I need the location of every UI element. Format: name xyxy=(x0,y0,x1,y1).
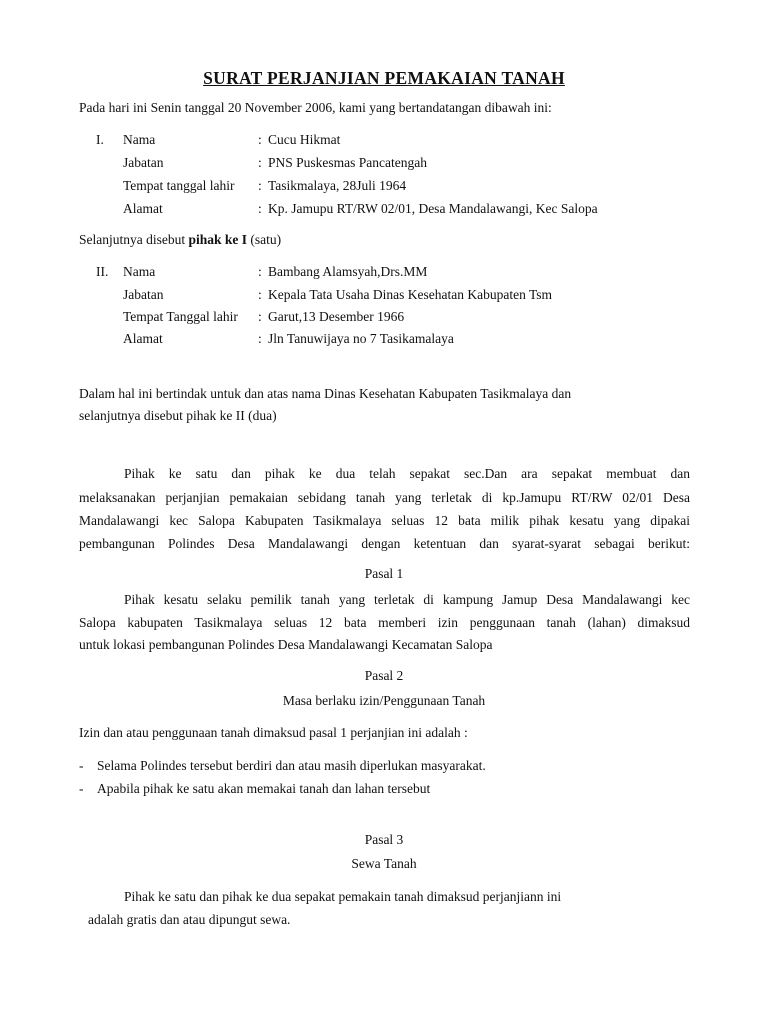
pasal-3-line-1: Pihak ke satu dan pihak ke dua sepakat pemakain tanah dimaksud perjanjiann ini xyxy=(124,889,562,904)
representation-line-1: Dalam hal ini bertindak untuk dan atas nama Dinas Kesehatan Kabupaten Tasikmalaya dan xyxy=(79,386,572,401)
representation-line-2: selanjutnya disebut pihak ke II (dua) xyxy=(79,408,277,423)
pasal-2-subheading: Masa berlaku izin/Penggunaan Tanah xyxy=(282,693,486,708)
field-label: Jabatan xyxy=(123,287,164,302)
agreement-line-3: Mandalawangi kec Salopa Kabupaten Tasikmalaya seluas 12 bata milik pihak kesatu yang dipakai xyxy=(79,513,690,528)
field-colon: : xyxy=(258,132,262,147)
pasal-3-subheading: Sewa Tanah xyxy=(351,856,417,871)
party-1-number: I. xyxy=(96,132,104,147)
bullet-dash: - xyxy=(79,758,84,773)
field-value: Jln Tanuwijaya no 7 Tasikamalaya xyxy=(268,331,454,346)
field-value: Cucu Hikmat xyxy=(268,132,341,147)
party-2-number: II. xyxy=(96,264,109,279)
field-label: Tempat Tanggal lahir xyxy=(123,309,238,324)
field-value: PNS Puskesmas Pancatengah xyxy=(268,155,427,170)
agreement-line-1: Pihak ke satu dan pihak ke dua telah sepakat sec.Dan ara sepakat membuat dan xyxy=(124,466,690,481)
field-label: Alamat xyxy=(123,331,163,346)
agreement-line-4: pembangunan Polindes Desa Mandalawangi dengan ketentuan dan syarat-syarat sebagai berikut: xyxy=(79,536,690,551)
pasal-3-heading: Pasal 3 xyxy=(364,832,404,847)
field-value: Tasikmalaya, 28Juli 1964 xyxy=(268,178,407,193)
designation-bold: pihak ke I xyxy=(188,232,248,247)
list-item: Selama Polindes tersebut berdiri dan atau masih diperlukan masyarakat. xyxy=(97,758,486,773)
field-colon: : xyxy=(258,201,262,216)
pasal-1-line-1: Pihak kesatu selaku pemilik tanah yang terletak di kampung Jamup Desa Mandalawangi kec xyxy=(124,592,690,607)
pasal-1-line-3: untuk lokasi pembangunan Polindes Desa Mandalawangi Kecamatan Salopa xyxy=(79,637,493,652)
pasal-1-heading: Pasal 1 xyxy=(364,566,404,581)
designation-suffix: (satu) xyxy=(247,232,282,247)
pasal-2-heading: Pasal 2 xyxy=(364,668,404,683)
field-colon: : xyxy=(258,155,262,170)
field-label: Nama xyxy=(123,264,156,279)
field-colon: : xyxy=(258,178,262,193)
agreement-line-2: melaksanakan perjanjian pemakaian sebidang tanah yang terletak di kp.Jamupu RT/RW 02/01 Desa xyxy=(79,490,690,505)
pasal-3-line-2: adalah gratis dan atau dipungut sewa. xyxy=(88,912,291,927)
field-colon: : xyxy=(258,331,262,346)
designation-prefix: Selanjutnya disebut xyxy=(79,232,189,247)
field-value: Kp. Jamupu RT/RW 02/01, Desa Mandalawangi, Kec Salopa xyxy=(268,201,598,216)
field-colon: : xyxy=(258,264,262,279)
intro-line: Pada hari ini Senin tanggal 20 November 2006, kami yang bertandatangan dibawah ini: xyxy=(79,100,552,115)
field-label: Alamat xyxy=(123,201,163,216)
list-item: Apabila pihak ke satu akan memakai tanah dan lahan tersebut xyxy=(97,781,431,796)
field-label: Jabatan xyxy=(123,155,164,170)
field-label: Nama xyxy=(123,132,156,147)
field-value: Kepala Tata Usaha Dinas Kesehatan Kabupaten Tsm xyxy=(268,287,553,302)
bullet-dash: - xyxy=(79,781,84,796)
party-1-designation xyxy=(79,232,281,248)
field-value: Garut,13 Desember 1966 xyxy=(268,309,405,324)
field-colon: : xyxy=(258,309,262,324)
document-title: SURAT PERJANJIAN PEMAKAIAN TANAH xyxy=(203,68,565,88)
field-label: Tempat tanggal lahir xyxy=(123,178,235,193)
field-colon: : xyxy=(258,287,262,302)
field-value: Bambang Alamsyah,Drs.MM xyxy=(268,264,428,279)
pasal-1-line-2: Salopa kabupaten Tasikmalaya seluas 12 bata memberi izin penggunaan tanah (lahan) dimaksud xyxy=(79,615,690,630)
pasal-2-lead: Izin dan atau penggunaan tanah dimaksud pasal 1 perjanjian ini adalah : xyxy=(79,725,468,740)
